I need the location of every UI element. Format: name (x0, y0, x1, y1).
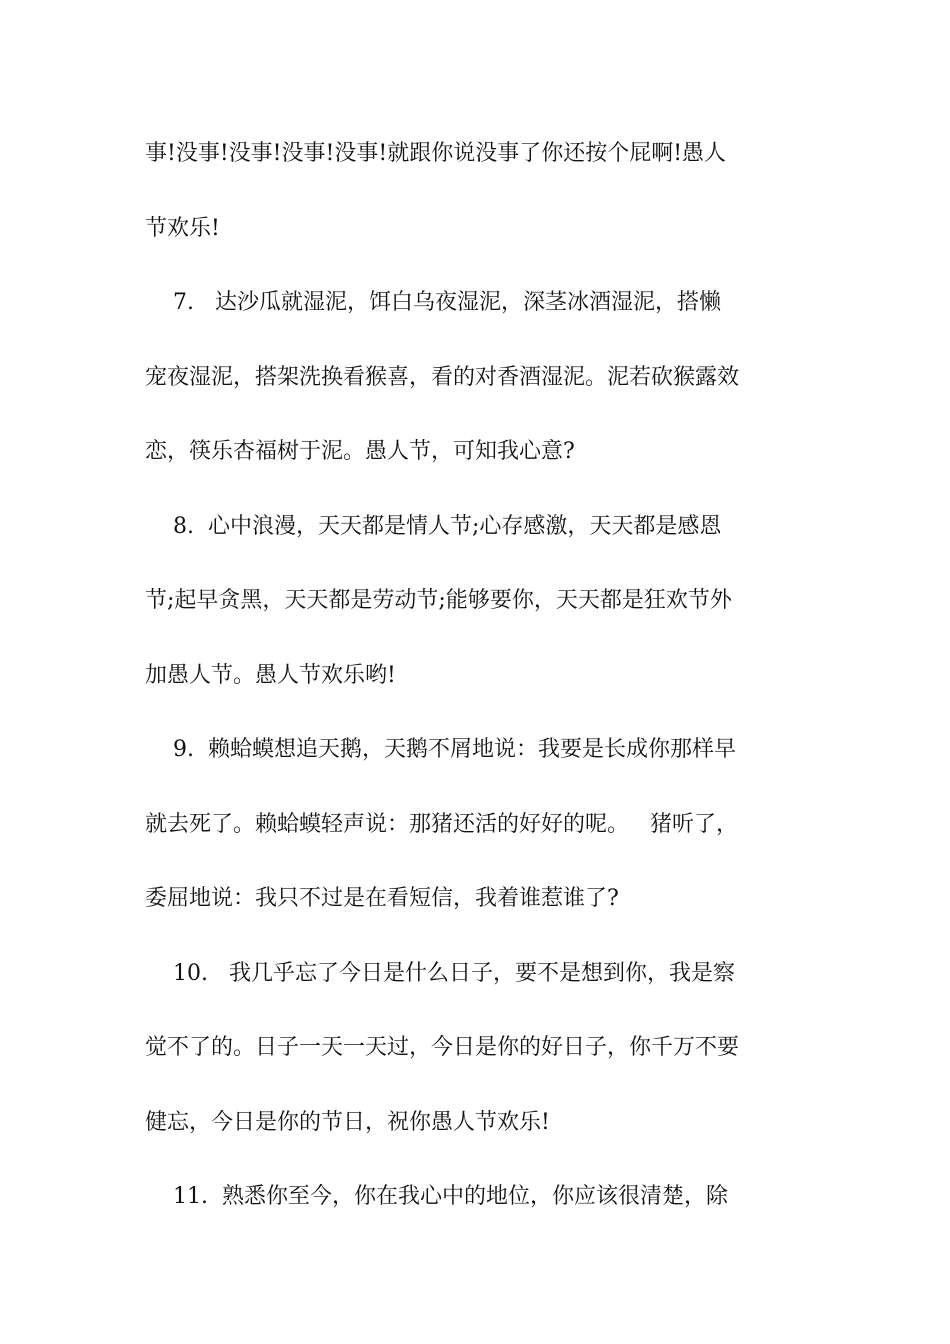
text-line: 9. 赖蛤蟆想追天鹅，天鹅不屑地说：我要是长成你那样早 (145, 737, 736, 762)
text-line: 觉不了的。日子一天一天过，今日是你的好日子，你千万不要 (145, 1035, 740, 1060)
text-line: 事!没事!没事!没事!没事!就跟你说没事了你还按个屁啊!愚人 (145, 141, 727, 166)
text-line: 节欢乐! (145, 216, 220, 241)
text-line: 节;起早贪黑，天天都是劳动节;能够要你，天天都是狂欢节外 (145, 588, 732, 613)
text-line: 11. 熟悉你至今，你在我心中的地位，你应该很清楚，除 (145, 1184, 728, 1209)
text-line: 10. 我几乎忘了今日是什么日子，要不是想到你，我是察 (145, 961, 735, 986)
text-line: 加愚人节。愚人节欢乐哟! (145, 663, 396, 688)
text-line: 7. 达沙瓜就湿泥，饵白乌夜湿泥，深茎冰酒湿泥，搭懒 (145, 290, 721, 315)
text-line: 委屈地说：我只不过是在看短信，我着谁惹谁了? (145, 886, 619, 911)
text-line: 健忘，今日是你的节日，祝你愚人节欢乐! (145, 1110, 550, 1135)
text-line: 就去死了。赖蛤蟆轻声说：那猪还活的好好的呢。 猪听了， (145, 812, 738, 837)
text-line: 宠夜湿泥，搭架洗换看猴喜，看的对香酒湿泥。泥若砍猴露效 (145, 365, 740, 390)
text-line: 8. 心中浪漫，天天都是情人节;心存感激，天天都是感恩 (145, 514, 722, 539)
text-line: 恋，筷乐杏福树于泥。愚人节，可知我心意? (145, 439, 575, 464)
